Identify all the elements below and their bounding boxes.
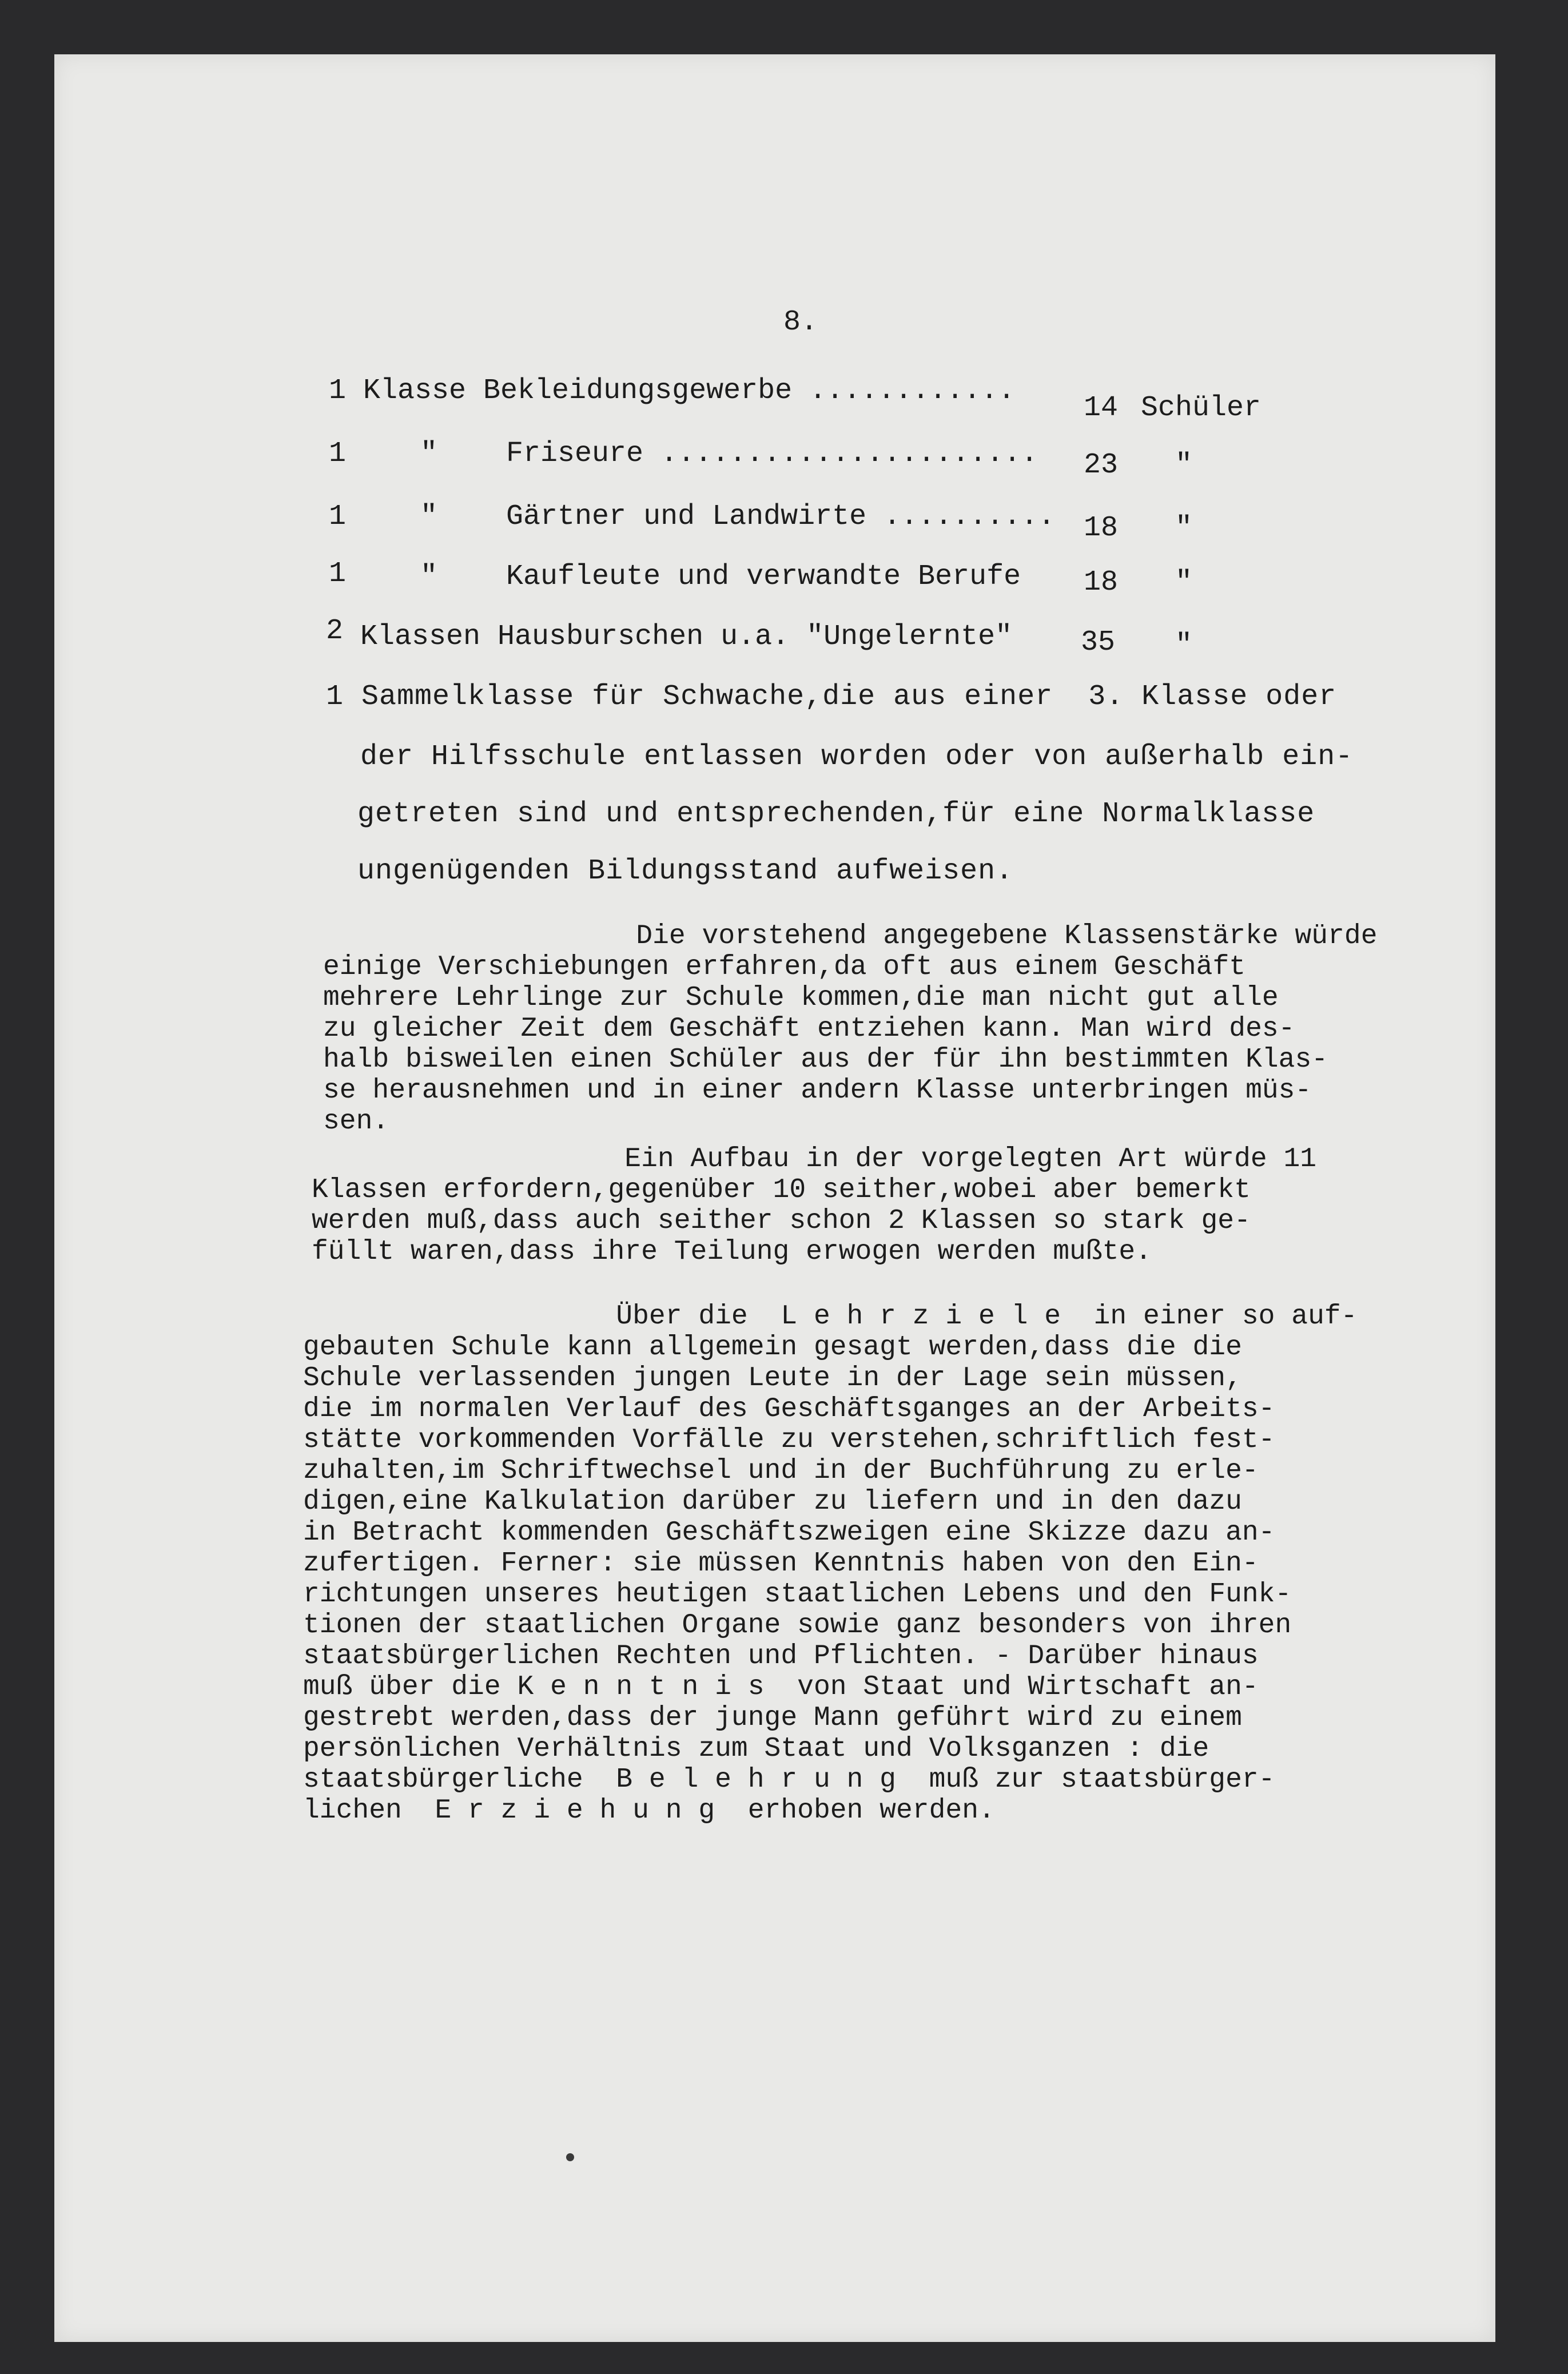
pupil-count: 18 [1084,566,1119,599]
text-line: Klassen erfordern,gegenüber 10 seither,wobei aber bemerkt [312,1175,1251,1206]
text-line: halb bisweilen einen Schüler aus der für ihn bestimmten Klas- [323,1044,1328,1075]
text-line: muß über die K e n n t n i s von Staat und Wirtschaft an- [303,1672,1259,1703]
pupil-unit: " [1175,449,1193,482]
text-line: 1 Sammelklasse für Schwache,die aus einer 3. Klasse oder [326,681,1337,713]
pupil-count: 23 [1084,449,1119,482]
text-line: gebauten Schule kann allgemein gesagt werden,dass die die [303,1332,1242,1363]
text-line: lichen E r z i e h u n g erhoben werden. [303,1795,995,1826]
class-label: " Kaufleute und verwandte Berufe [420,560,1021,593]
text-line: Schule verlassenden jungen Leute in der Lage sein müssen, [303,1363,1242,1394]
text-line: sen. [323,1106,389,1137]
text-line: tionen der staatlichen Organe sowie ganz besonders von ihren [303,1610,1292,1641]
class-label: Klassen Hausburschen u.a. "Ungelernte" [360,621,1013,653]
text-line: persönlichen Verhältnis zum Staat und Volksganzen : die [303,1733,1209,1764]
text-line: zuhalten,im Schriftwechsel und in der Buchführung zu erle- [303,1456,1259,1486]
paper-spot [566,2153,574,2161]
pupil-count: 18 [1084,512,1119,544]
text-line: zu gleicher Zeit dem Geschäft entziehen kann. Man wird des- [323,1013,1295,1044]
text-line: gestrebt werden,dass der junge Mann geführt wird zu einem [303,1703,1242,1733]
class-count: 2 [326,615,344,647]
text-line: Ein Aufbau in der vorgelegten Art würde 11 [312,1144,1317,1175]
text-line: werden muß,dass auch seither schon 2 Klassen so stark ge- [312,1206,1251,1236]
class-label: Klasse Bekleidungsgewerbe ............ [363,375,1016,407]
document-page [54,54,1495,2342]
pupil-unit: " [1175,512,1193,544]
text-line: se herausnehmen und in einer andern Klasse unterbringen müs- [323,1075,1312,1106]
page-number: 8. [783,306,818,339]
paragraph-class-size [323,921,1378,1137]
class-label: " Gärtner und Landwirte .......... [420,500,1056,533]
text-line: der Hilfsschule entlassen worden oder von außerhalb ein- [360,741,1354,773]
paragraph-learning-goals [303,1301,1358,1826]
text-line: mehrere Lehrlinge zur Schule kommen,die man nicht gut alle [323,983,1279,1013]
pupil-count: 14 [1084,392,1119,424]
text-line: in Betracht kommenden Geschäftszweigen eine Skizze dazu an- [303,1517,1275,1548]
text-line: staatsbürgerlichen Rechten und Pflichten. - Darüber hinaus [303,1641,1259,1672]
text-line: zufertigen. Ferner: sie müssen Kenntnis haben von den Ein- [303,1548,1259,1579]
class-count: 1 [329,558,347,590]
text-line: einige Verschiebungen erfahren,da oft aus einem Geschäft [323,952,1246,983]
class-count: 1 [329,500,347,533]
text-line: füllt waren,dass ihre Teilung erwogen werden mußte. [312,1236,1152,1267]
text-line: die im normalen Verlauf des Geschäftsganges an der Arbeits- [303,1394,1275,1425]
text-line: getreten sind und entsprechenden,für eine Normalklasse [357,798,1315,830]
text-line: Die vorstehend angegebene Klassenstärke würde [323,921,1378,952]
text-line: ungenügenden Bildungsstand aufweisen. [357,855,1014,888]
text-line: digen,eine Kalkulation darüber zu liefern und in den dazu [303,1486,1242,1517]
paragraph-structure [312,1144,1316,1267]
pupil-unit: " [1175,629,1193,662]
text-line: richtungen unseres heutigen staatlichen Lebens und den Funk- [303,1579,1292,1610]
class-count: 1 [329,438,347,470]
text-line: Über die L e h r z i e l e in einer so auf- [303,1301,1358,1332]
pupil-count: 35 [1081,626,1116,659]
pupil-unit: " [1175,566,1193,599]
text-line: stätte vorkommenden Vorfälle zu verstehen,schriftlich fest- [303,1425,1275,1456]
pupil-unit: Schüler [1141,392,1261,424]
class-label: " Friseure ...................... [420,438,1038,470]
class-count: 1 [329,375,347,407]
text-line: staatsbürgerliche B e l e h r u n g muß zur staatsbürger- [303,1764,1275,1795]
